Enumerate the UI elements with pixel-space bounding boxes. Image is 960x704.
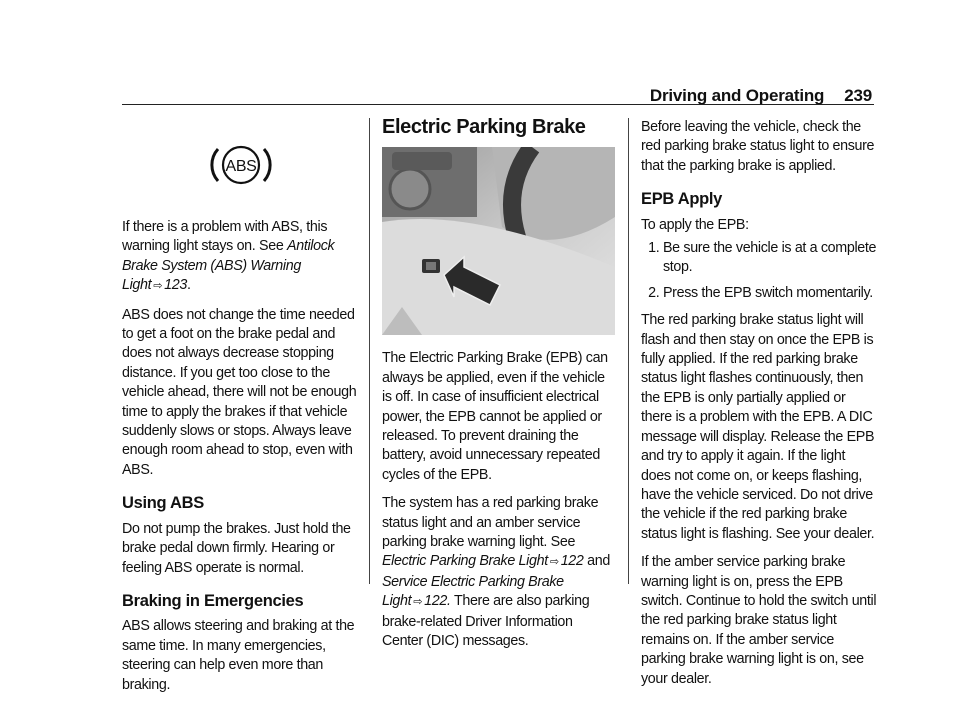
list-item: 1. Be sure the vehicle is at a complete stop. — [663, 239, 877, 278]
braking-paragraph: ABS allows steering and braking at the same time. In many emergencies, steering can help even more than braking. — [122, 618, 355, 693]
epb-paragraph-2: The system has a red parking brake status light and an amber service parking brake warning light. See Electric Parking Brake Light⇨ 122 and Service Electric Parking Brake Light⇨ 122. There are also parking brake-related Driver Information Center (DIC) messages. — [382, 494, 616, 651]
abs-light-link[interactable]: Antilock Brake System (ABS) Warning Light — [122, 238, 335, 294]
heading-electric-parking-brake: Electric Parking Brake — [382, 116, 586, 138]
service-epb-light-page[interactable]: 122. — [424, 593, 451, 610]
page-ref-icon — [548, 553, 561, 569]
heading-epb-apply: EPB Apply — [641, 190, 723, 209]
heading-braking-in-emergencies: Braking in Emergencies — [122, 591, 304, 610]
abs-warning-icon — [208, 142, 274, 188]
epb-light-link[interactable]: Electric Parking Brake Light — [382, 553, 548, 570]
abs-paragraph-2: ABS does not change the time needed to get a foot on the brake pedal and does not always decrease stopping distance. If you get too close to the vehicle ahead, there will not be enough time to apply the brakes if that vehicle suddenly slows or stops. Always leave enough room ahead to stop, even with ABS. — [122, 306, 357, 478]
column-1 — [122, 118, 358, 704]
list-item: 2. Press the EPB switch momentarily. — [663, 284, 877, 303]
column-3 — [641, 118, 877, 698]
page-ref-icon — [411, 593, 424, 609]
abs-paragraph-1: If there is a problem with ABS, this warning light stays on. See Antilock Brake System (ABS) Warning Light⇨ 123. — [122, 218, 358, 297]
check-light-paragraph: Before leaving the vehicle, check the red parking brake status light to ensure that the parking brake is applied. — [641, 119, 875, 174]
epb-paragraph-1: The Electric Parking Brake (EPB) can always be applied, even if the vehicle is off. In case of insufficient electrical power, the EPB cannot be applied or released. To prevent draining the battery, avoid unnecessary repeated cycles of the EPB. — [382, 350, 608, 483]
page-ref-icon — [151, 277, 164, 293]
service-epb-light-link[interactable]: Service Electric Parking Brake Light — [382, 573, 564, 610]
amber-light-paragraph: If the amber service parking brake warning light is on, press the EPB switch. Continue to hold the switch until the red parking brake status light remains on. If the amber service parking brake warning light is on, see your dealer. — [641, 554, 877, 687]
epb-apply-intro: To apply the EPB: — [641, 216, 749, 233]
running-header — [650, 86, 872, 106]
epb-light-page[interactable]: 122 — [560, 553, 584, 570]
column-divider-right — [628, 118, 629, 584]
column-2 — [382, 118, 616, 661]
status-light-paragraph: The red parking brake status light will flash and then stay on once the EPB is fully applied. If the red parking brake status light flashes continuously, then the EPB is only partially applied or there is a problem with the EPB. A DIC message will display. Release the EPB and try to apply it again. If the light does not come on, or keeps flashing, have the vehicle serviced. Do not drive the vehicle if the red parking brake status light is flashing. See your dealer. — [641, 312, 875, 542]
heading-using-abs: Using ABS — [122, 494, 204, 513]
column-divider-left — [369, 118, 370, 584]
abs-icon-text: ABS — [225, 158, 257, 175]
using-abs-paragraph: Do not pump the brakes. Just hold the brake pedal down firmly. Hearing or feeling ABS operate is normal. — [122, 520, 351, 576]
epb-switch-photo — [382, 147, 615, 335]
abs-light-page[interactable]: 123 — [164, 277, 187, 294]
page-number: 239 — [844, 86, 872, 105]
epb-apply-steps — [641, 239, 877, 303]
header-rule — [122, 104, 874, 105]
section-title: Driving and Operating — [649, 86, 825, 105]
